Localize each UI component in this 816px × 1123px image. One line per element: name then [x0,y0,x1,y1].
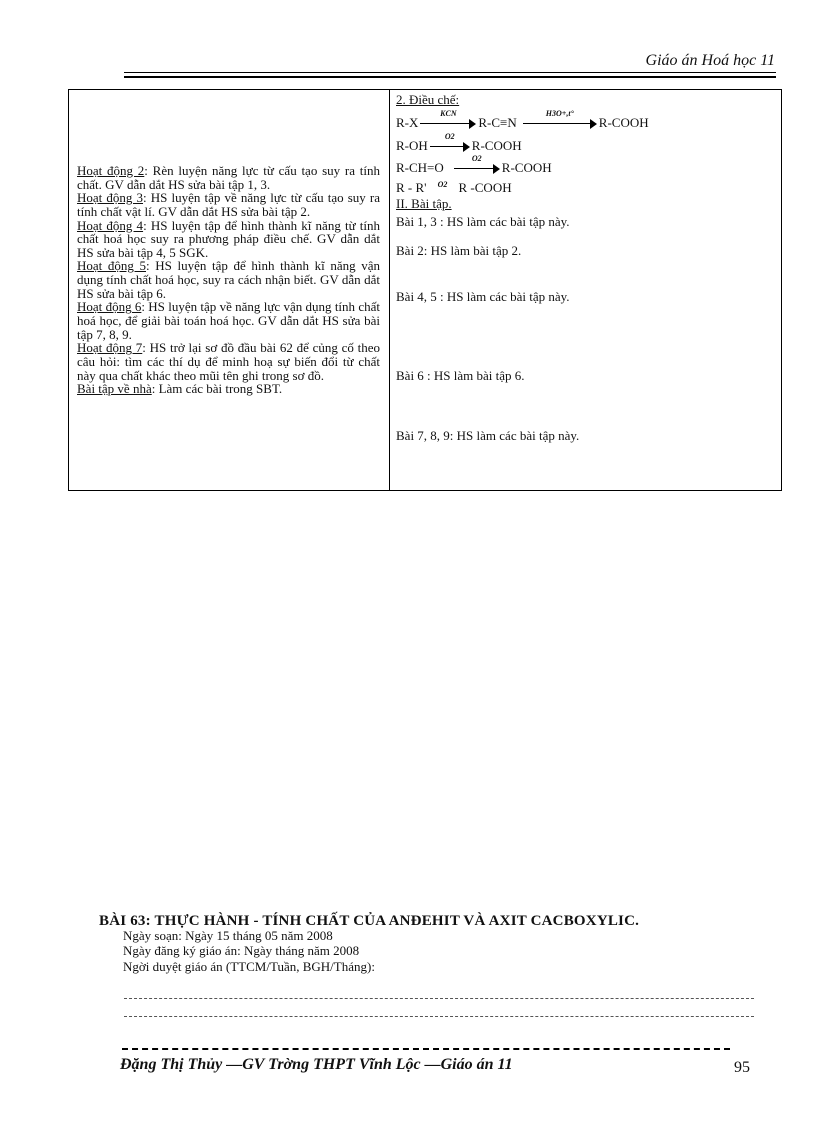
arrow-reagent: KCN [440,109,457,119]
dashed-line [124,1016,754,1017]
activity-label: Hoạt động 5 [77,258,147,274]
reaction-arrow [454,154,500,174]
activity-3 [77,191,380,218]
activity-text: : HS luyện tập về năng lực từ cấu tạo suy ra tính chất vật lí. GV dẫn dắt HS sửa bài tập 2. [77,190,380,219]
activity-label: Hoạt động 3 [77,190,144,206]
lesson-table [68,89,782,491]
activity-text: : Rèn luyện năng lực từ cấu tạo suy ra tính chất. GV dẫn dắt HS sửa bài tập 1, 3. [77,163,380,192]
reactant: R-CH=O [396,160,444,175]
answer-6: Bài 6 : HS làm bài tập 6. [396,368,525,383]
header-rule-thick [124,76,776,78]
activity-7 [77,341,380,382]
reaction-rx [396,109,649,131]
arrow-reagent: O2 [444,132,455,142]
answer-2: Bài 2: HS làm bài tập 2. [396,243,522,258]
activity-text: : HS luyện tập để hình thành kĩ năng từ tính chất hoá học suy ra phương pháp điều chế. GV dẫn dắt HS sửa bài tập 4, 5 SGK. [77,217,380,260]
answer-1-3: Bài 1, 3 : HS làm các bài tập này. [396,214,570,229]
intermediate: R-C≡N [478,115,517,130]
section-heading-preparation: 2. Điều chế: [396,92,460,107]
reactant: R-OH [396,138,428,153]
activity-text: : HS luyện tập để hình thành kĩ năng vận dụng tính chất hoá học, suy ra cách nhận biết. GV dẫn dắt HS sửa bài tập 6. [77,258,380,301]
footer-author: Đặng Thị Thủy —GV Trờng THPT Vĩnh Lộc —Giáo án 11 [120,1056,513,1073]
reaction-arrow [523,109,597,129]
activity-text: : HS trở lại sơ đồ đầu bài 62 để củng cố theo câu hỏi: tìm các thí dụ để minh hoạ sự biến đổi từ chất này qua chất khác theo mũi tên ghi trong sơ đồ. [77,340,380,383]
activities-column [77,164,380,396]
answer-4-5: Bài 4, 5 : HS làm các bài tập này. [396,289,570,304]
product: R-COOH [471,138,522,153]
activity-2 [77,164,380,191]
arrow-reagent: O2 [437,180,448,189]
activity-6 [77,300,380,341]
reaction-rr [396,180,512,196]
activity-text: : HS luyện tập về năng lực vận dụng tính chất hoá học, để giải bài toán hoá học. GV dẫn dắt HS sửa bài tập 7, 8, 9. [77,299,380,342]
homework-text: : Làm các bài trong SBT. [151,381,283,397]
lesson-title: BÀI 63: THỰC HÀNH - TÍNH CHẤT CỦA ANĐEHIT VÀ AXIT CACBOXYLIC. [99,913,640,929]
reaction-arrow [420,109,476,129]
activity-5 [77,259,380,300]
product: R -COOH [458,180,512,195]
arrow-reagent: H3O+,t° [545,109,574,119]
activity-label: Hoạt động 4 [77,217,144,233]
page-header-title: Giáo án Hoá học 11 [645,52,775,69]
column-divider [389,90,390,490]
arrow-reagent: O2 [471,154,482,164]
reaction-roh [396,132,522,154]
product: R-COOH [598,115,649,130]
date-written: Ngày soạn: Ngày 15 tháng 05 năm 2008 [123,928,333,943]
reaction-arrow [430,132,470,152]
header-rule [124,72,776,73]
reactant: R - R' [396,180,427,195]
reaction-rcho [396,154,552,176]
approver-line: Ngời duyệt giáo án (TTCM/Tuần, BGH/Tháng): [123,959,375,974]
section-heading-exercises: II. Bài tập. [396,196,452,211]
product: R-COOH [501,160,552,175]
activity-label: Hoạt động 2 [77,163,145,178]
dashed-line [124,998,754,999]
homework-label: Bài tập về nhà [77,381,152,397]
reactant: R-X [396,115,419,130]
footer-dashed-rule [122,1048,730,1050]
activity-4 [77,219,380,260]
homework [77,382,380,396]
page-number: 95 [734,1059,750,1076]
date-registered: Ngày đăng ký giáo án: Ngày tháng năm 2008 [123,943,360,958]
answer-7-8-9: Bài 7, 8, 9: HS làm các bài tập này. [396,428,580,443]
activity-label: Hoạt động 6 [77,299,142,315]
activity-label: Hoạt động 7 [77,340,143,356]
